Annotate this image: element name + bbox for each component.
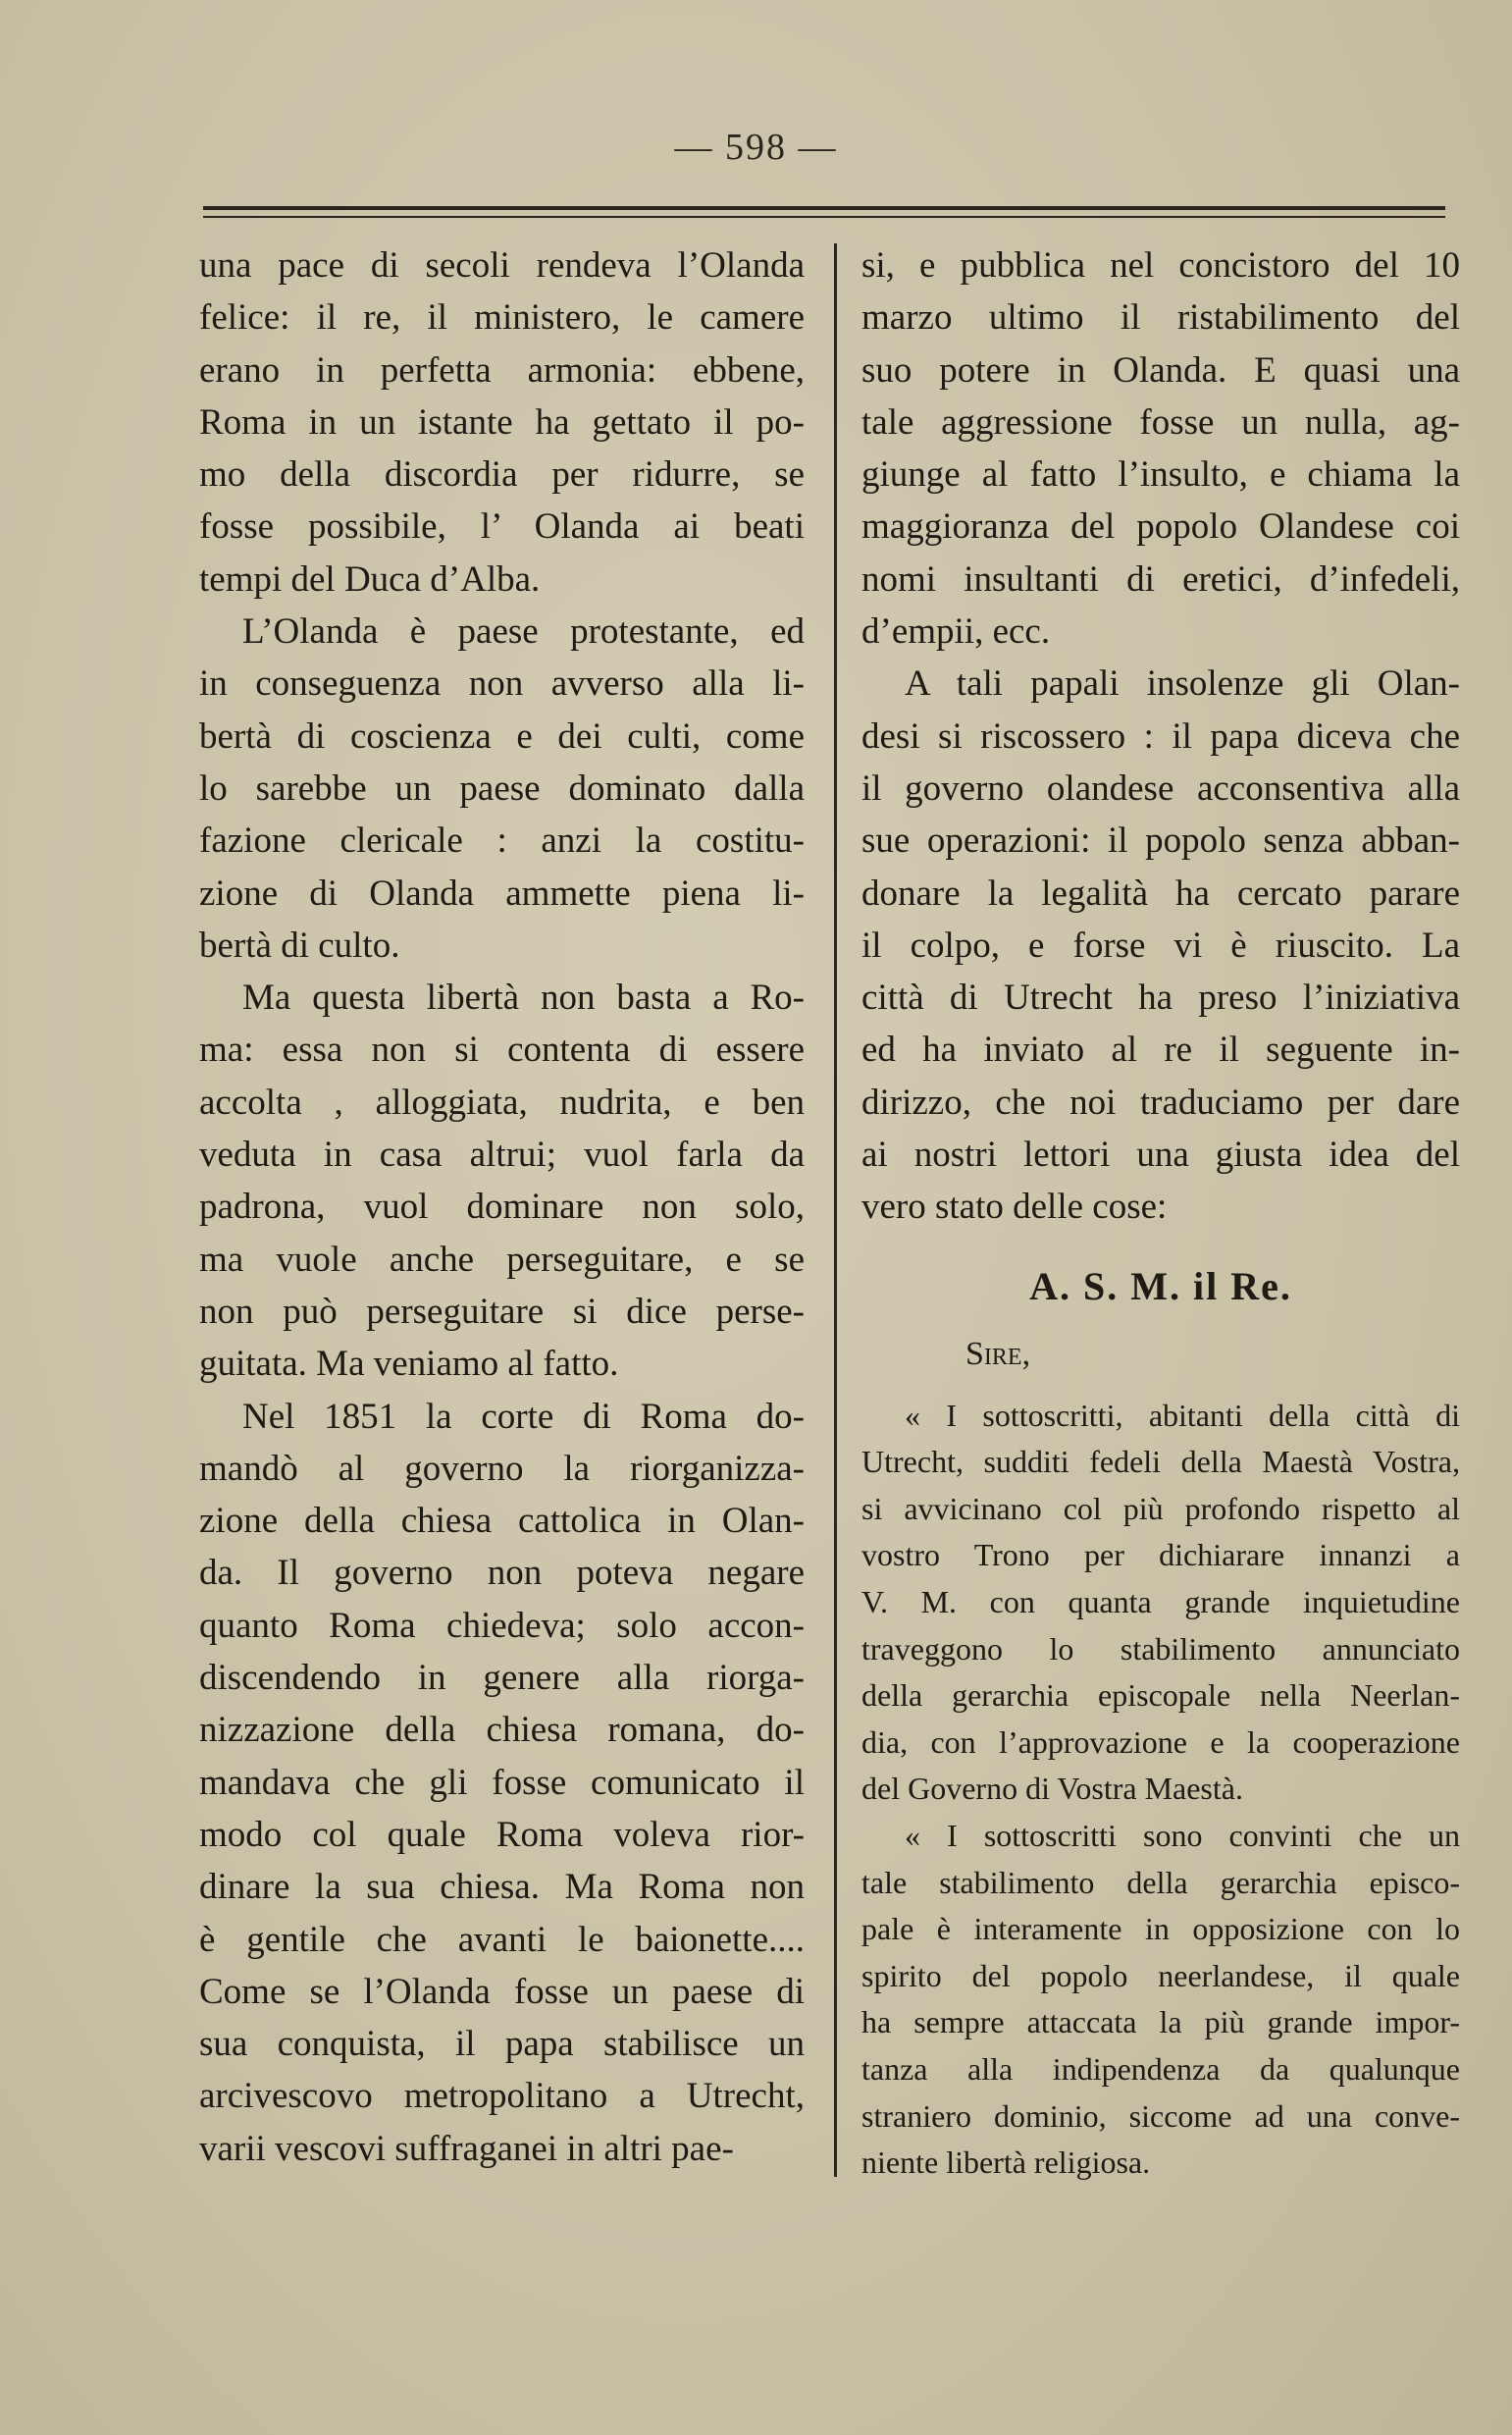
text-line: zione della chiesa cattolica in Olan- <box>199 1501 805 1542</box>
right-column-body <box>861 239 1460 1234</box>
paragraph <box>861 658 1460 1233</box>
text-line: giunge al fatto l’insulto, e chiama la <box>861 454 1460 496</box>
text-line: veduta in casa altrui; vuol farla da <box>199 1135 805 1176</box>
text-line: Roma in un istante ha gettato il po- <box>199 401 805 443</box>
paragraph <box>861 239 1460 658</box>
text-line: donare la legalità ha cercato parare <box>861 873 1460 914</box>
letter-heading: A. S. M. il Re. <box>1029 1263 1292 1308</box>
text-line: marzo ultimo il ristabilimento del <box>861 297 1460 339</box>
page-number: — 598 — <box>674 127 838 168</box>
text-line: fazione clericale : anzi la costitu- <box>199 820 805 862</box>
paragraph <box>199 606 805 972</box>
text-line: sue operazioni: il popolo senza abban- <box>861 820 1460 862</box>
text-line: il colpo, e forse vi è riuscito. La <box>861 925 1460 966</box>
text-line: guitata. Ma veniamo al fatto. <box>199 1344 619 1385</box>
text-line: tale stabilimento della gerarchia episco- <box>861 1864 1460 1900</box>
paragraph <box>199 972 805 1390</box>
letter-salutation: Sire, <box>965 1335 1031 1372</box>
text-line: è gentile che avanti le baionette.... <box>199 1919 805 1960</box>
text-line: si, e pubblica nel concistoro del 10 <box>861 245 1460 286</box>
text-line: Nel 1851 la corte di Roma do- <box>242 1396 805 1437</box>
text-line: vostro Trono per dichiarare innanzi a <box>861 1537 1460 1573</box>
text-line: mandava che gli fosse comunicato il <box>199 1762 805 1803</box>
text-line: suo potere in Olanda. E quasi una <box>861 349 1460 391</box>
text-line: una pace di secoli rendeva l’Olanda <box>199 245 805 286</box>
text-line: ai nostri lettori una giusta idea del <box>861 1135 1460 1176</box>
text-line: tanza alla indipendenza da qualunque <box>861 2050 1460 2087</box>
text-line: L’Olanda è paese protestante, ed <box>242 611 805 653</box>
text-line: del Governo di Vostra Maestà. <box>861 1771 1243 1807</box>
text-line: bertà di coscienza e dei culti, come <box>199 715 805 757</box>
letter-paragraph <box>861 1393 1460 1813</box>
text-line: in conseguenza non avverso alla li- <box>199 663 805 705</box>
letter-body <box>861 1393 1460 2187</box>
text-line: fosse possibile, l’ Olanda ai beati <box>199 506 805 548</box>
text-line: desi si riscossero : il papa diceva che <box>861 715 1460 757</box>
text-line: il governo olandese acconsentiva alla <box>861 768 1460 809</box>
right-column <box>861 239 1460 2187</box>
text-line: accolta , alloggiata, nudrita, e ben <box>199 1082 805 1123</box>
text-line: mo della discordia per ridurre, se <box>199 454 805 496</box>
text-line: A tali papali insolenze gli Olan- <box>905 663 1460 705</box>
text-line: quanto Roma chiedeva; solo accon- <box>199 1605 805 1646</box>
text-line: dia, con l’approvazione e la cooperazione <box>861 1723 1460 1760</box>
text-line: varii vescovi suffraganei in altri pae- <box>199 2128 734 2169</box>
text-line: Utrecht, sudditi fedeli della Maestà Vostra, <box>861 1444 1460 1480</box>
left-column <box>199 239 805 2175</box>
paragraph <box>199 1391 805 2175</box>
text-line: dirizzo, che noi traduciamo per dare <box>861 1082 1460 1123</box>
text-line: non può perseguitare si dice perse- <box>199 1291 805 1332</box>
text-line: felice: il re, il ministero, le camere <box>199 297 805 339</box>
text-line: Ma questa libertà non basta a Ro- <box>242 978 805 1019</box>
text-line: da. Il governo non poteva negare <box>199 1553 805 1594</box>
header-rule-thin <box>203 216 1445 218</box>
header-rule-thick <box>203 206 1445 210</box>
text-line: città di Utrecht ha preso l’iniziativa <box>861 978 1460 1019</box>
text-line: zione di Olanda ammette piena li- <box>199 873 805 914</box>
text-line: tempi del Duca d’Alba. <box>199 558 541 600</box>
text-line: discendendo in genere alla riorga- <box>199 1658 805 1699</box>
text-line: V. M. con quanta grande inquietudine <box>861 1584 1460 1620</box>
text-line: sua conquista, il papa stabilisce un <box>199 2024 805 2065</box>
text-line: modo col quale Roma voleva rior- <box>199 1814 805 1855</box>
text-line: niente libertà religiosa. <box>861 2144 1151 2181</box>
text-line: Come se l’Olanda fosse un paese di <box>199 1971 805 2012</box>
text-line: ed ha inviato al re il seguente in- <box>861 1030 1460 1071</box>
text-line: nomi insultanti di eretici, d’infedeli, <box>861 558 1460 600</box>
column-divider <box>834 243 837 2177</box>
text-line: padrona, vuol dominare non solo, <box>199 1187 805 1228</box>
paragraph <box>199 239 805 606</box>
text-line: bertà di culto. <box>199 925 400 966</box>
text-line: tale aggressione fosse un nulla, ag- <box>861 401 1460 443</box>
text-line: lo sarebbe un paese dominato dalla <box>199 768 805 809</box>
text-line: « I sottoscritti sono convinti che un <box>905 1817 1460 1853</box>
text-line: si avvicinano col più profondo rispetto al <box>861 1490 1460 1526</box>
text-line: traveggono lo stabilimento annunciato <box>861 1630 1460 1667</box>
text-line: della gerarchia episcopale nella Neerlan- <box>861 1677 1460 1714</box>
text-line: « I sottoscritti, abitanti della città di <box>905 1397 1460 1433</box>
text-line: spirito del popolo neerlandese, il quale <box>861 1957 1460 1993</box>
text-line: erano in perfetta armonia: ebbene, <box>199 349 805 391</box>
text-line: mandò al governo la riorganizza- <box>199 1448 805 1489</box>
text-line: vero stato delle cose: <box>861 1187 1168 1228</box>
text-line: ma vuole anche perseguitare, e se <box>199 1239 805 1280</box>
text-line: nizzazione della chiesa romana, do- <box>199 1710 805 1751</box>
letter-paragraph <box>861 1813 1460 2187</box>
text-line: straniero dominio, siccome ad una conve- <box>861 2097 1460 2134</box>
text-line: arcivescovo metropolitano a Utrecht, <box>199 2076 805 2117</box>
text-line: maggioranza del popolo Olandese coi <box>861 506 1460 548</box>
text-line: ma: essa non si contenta di essere <box>199 1030 805 1071</box>
text-line: pale è interamente in opposizione con lo <box>861 1911 1460 1947</box>
text-line: ha sempre attaccata la più grande impor- <box>861 2004 1460 2040</box>
text-line: dinare la sua chiesa. Ma Roma non <box>199 1867 805 1908</box>
text-line: d’empii, ecc. <box>861 611 1051 653</box>
